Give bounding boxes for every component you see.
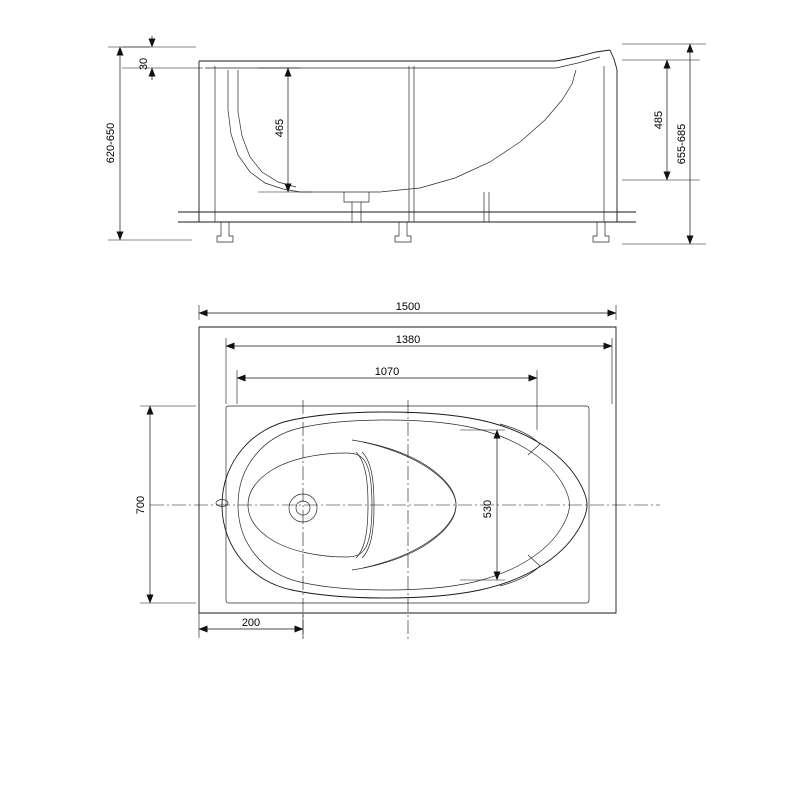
dim-1500-label: 1500: [395, 301, 421, 313]
dim-700-label: 700: [135, 495, 147, 515]
dim-1070-group: [237, 366, 537, 430]
tub-plan-outer-rect: [199, 327, 616, 613]
dim-485-group: [622, 60, 700, 180]
dim-485-label: 485: [653, 110, 665, 130]
dim-465-label: 465: [274, 118, 286, 138]
tub-frame-and-legs: [178, 66, 636, 242]
dim-200-group: [199, 613, 303, 638]
dim-700-group: [135, 406, 196, 603]
dim-620-650-label: 620-650: [105, 122, 117, 164]
dim-30-group: [122, 36, 203, 80]
tub-plan-rim: [226, 406, 589, 603]
front-elevation-view: [105, 36, 706, 244]
dim-620-650-group: [105, 47, 192, 240]
dim-1380-label: 1380: [395, 334, 421, 346]
dim-200-label: 200: [241, 617, 261, 629]
tub-elevation-outline: [199, 50, 617, 222]
dim-655-685-group: [622, 44, 706, 244]
dim-30-label: 30: [138, 57, 150, 71]
top-plan-view: [135, 301, 660, 640]
dim-1500-group: [199, 301, 616, 320]
dim-465-group: [258, 68, 312, 192]
dim-530-label: 530: [482, 499, 494, 519]
dim-1070-label: 1070: [374, 366, 400, 378]
dim-1380-group: [226, 334, 612, 404]
dim-655-685-label: 655-685: [676, 123, 688, 165]
